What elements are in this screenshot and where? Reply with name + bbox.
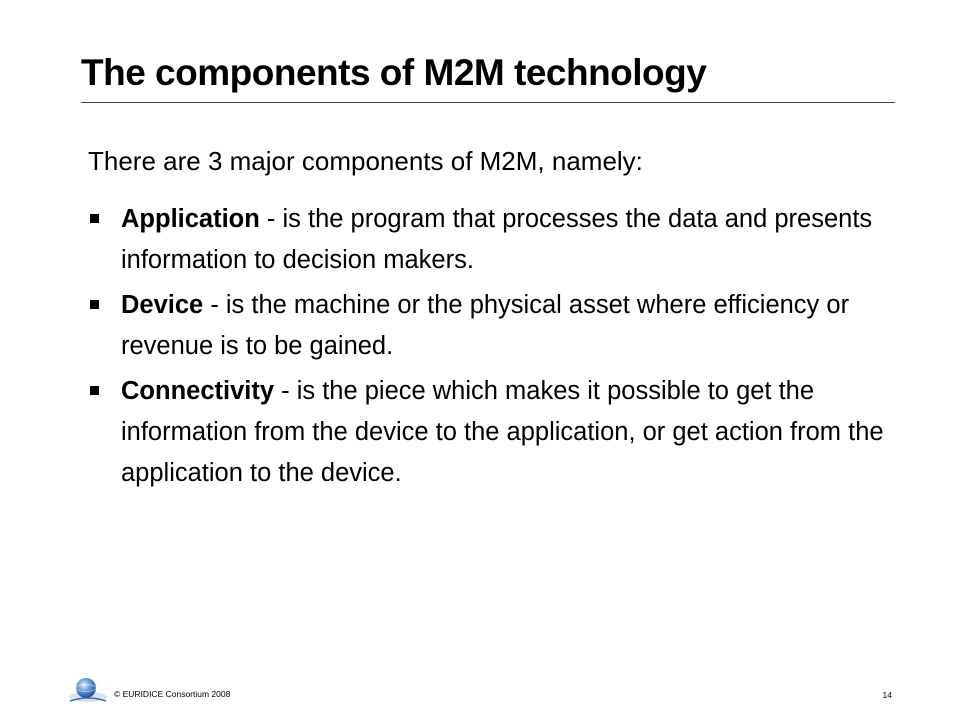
euridice-logo-icon — [68, 675, 108, 705]
list-item-connectivity — [88, 371, 908, 494]
bullet-term: Application — [121, 205, 260, 233]
bullet-text: - is the machine or the physical asset where efficiency or revenue is to be gained. — [121, 291, 850, 360]
bullet-text: - is the piece which makes it possible to get the information from the device to the application, or get action from the application to the device. — [121, 377, 884, 487]
bullet-term: Connectivity — [121, 377, 275, 405]
slide-title: The components of M2M technology — [81, 52, 707, 93]
square-bullet-icon — [90, 386, 99, 395]
component-list — [88, 199, 908, 498]
bullet-text: - is the program that processes the data and presents information to decision makers. — [121, 205, 873, 274]
intro-text: There are 3 major components of M2M, namely: — [88, 146, 643, 176]
copyright-text: © EURIDICE Consortium 2008 — [114, 689, 231, 699]
list-item-device — [88, 285, 908, 367]
page-number: 14 — [882, 690, 892, 700]
list-item-application — [88, 199, 908, 281]
square-bullet-icon — [90, 300, 99, 309]
square-bullet-icon — [90, 214, 99, 223]
title-divider — [81, 102, 895, 103]
bullet-term: Device — [121, 291, 204, 319]
